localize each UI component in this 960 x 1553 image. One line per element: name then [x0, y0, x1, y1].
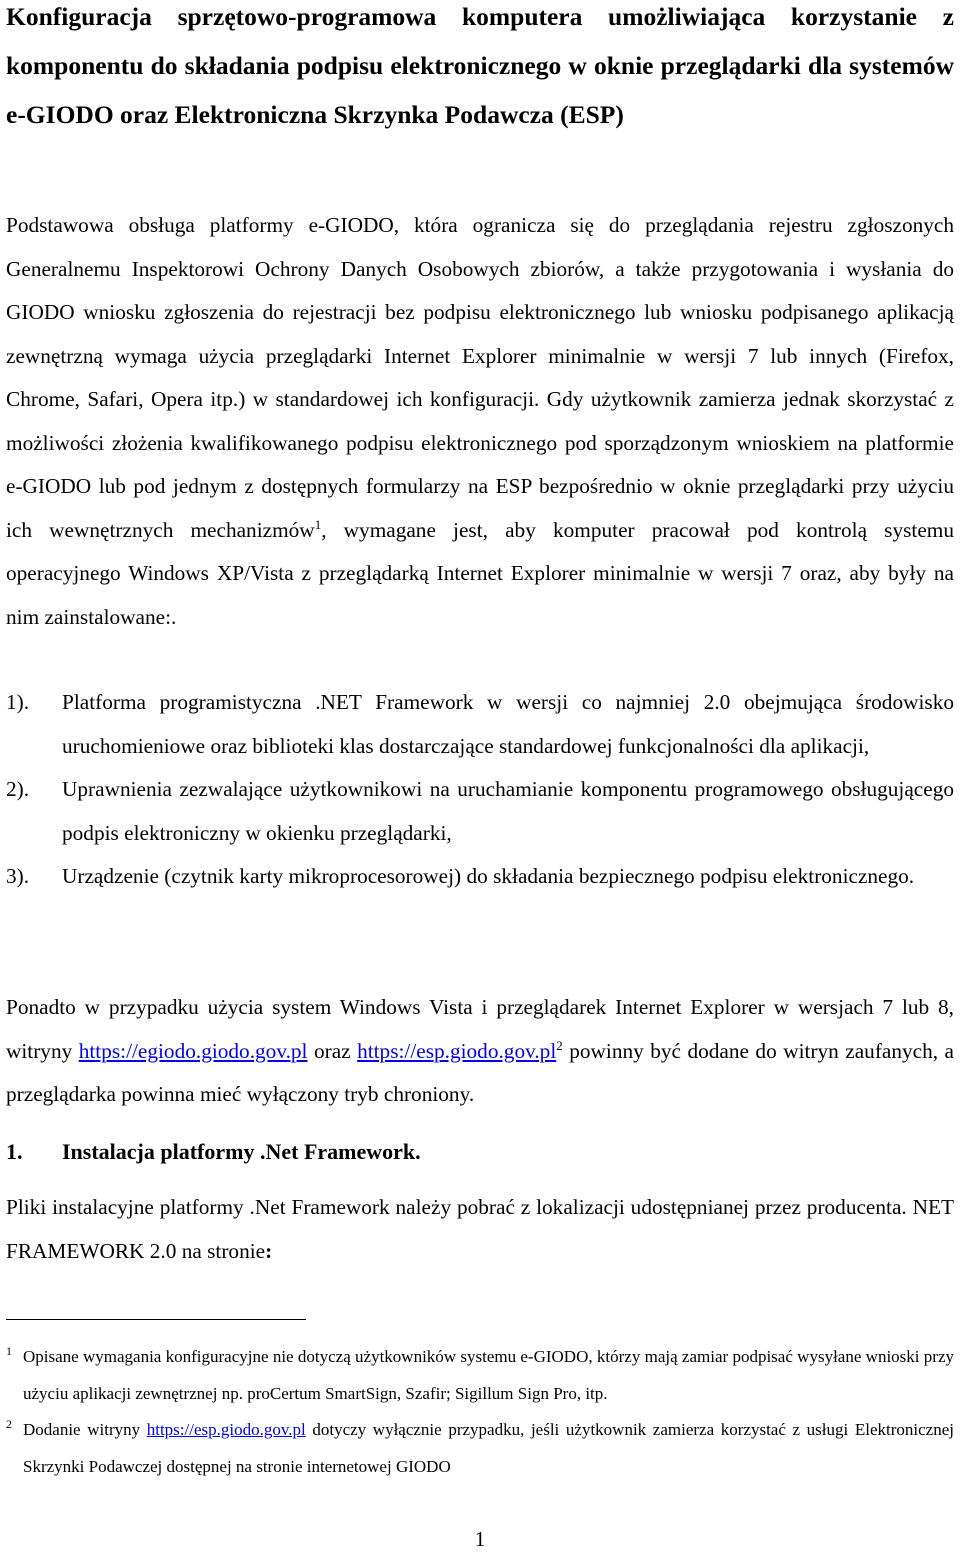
footnote-1 — [6, 1339, 954, 1412]
footnote-esp-link[interactable]: https://esp.giodo.gov.pl — [146, 1420, 306, 1439]
install-colon: : — [265, 1238, 273, 1263]
list-item — [6, 855, 954, 899]
intro-text-part2: , wymagane jest, aby komputer pracował pod kontrolą systemu operacyjnego Windows XP/Vista z przeglądarką Internet Explorer minimalnie w wersji 7 oraz, aby były na nim zainstalowane:. — [6, 517, 954, 629]
trusted-text-part3: powinny być dodane do witryn zaufanych, a przeglądarka powinna mieć wyłączony tryb chroniony. — [6, 1038, 955, 1106]
footnote-text-part2: dotyczy wyłącznie przypadku, jeśli użytkownik zamierza korzystać z usługi Elektronicznej Skrzynki Podawczej dostępnej na stronie internetowej GIODO — [23, 1420, 954, 1476]
requirements-list — [6, 681, 954, 899]
footnote-mark: 2 — [6, 1417, 12, 1431]
intro-text-part1: Podstawowa obsługa platformy e-GIODO, która ogranicza się do przeglądania rejestru zgłoszonych Generalnemu Inspektorowi Ochrony Danych Osobowych zbiorów, a także przygotowania i wysłania do GIODO wniosku zgłoszenia do rejestracji bez podpisu elektronicznego lub wniosku podpisanego aplikacją zewnętrzną wymaga użycia przeglądarki Internet Explorer minimalnie w wersji 7 lub innych (Firefox, Chrome, Safari, Opera itp.) w standardowej ich konfiguracji. Gdy użytkownik zamierza jednak skorzystać z możliwości złożenia kwalifikowanego podpisu elektronicznego pod sporządzonym wnioskiem na platformie e-GIODO lub pod jednym z dostępnych formularzy na ESP bezpośrednio w oknie przeglądarki przy użyciu ich wewnętrznych mechanizmów — [6, 213, 954, 542]
section-number: 1. — [6, 1139, 23, 1164]
esp-link[interactable]: https://esp.giodo.gov.pl — [357, 1038, 557, 1063]
footnote-ref-1[interactable]: 1 — [314, 516, 322, 532]
section-title: Instalacja platformy .Net Framework. — [62, 1139, 421, 1164]
footnote-separator — [6, 1319, 306, 1320]
list-item-number: 3). — [6, 864, 30, 888]
section-heading — [6, 1130, 421, 1173]
install-paragraph — [6, 1186, 954, 1273]
list-item — [6, 768, 954, 855]
footnote-text: Opisane wymagania konfiguracyjne nie dotyczą użytkowników systemu e-GIODO, którzy mają zamiar podpisać wysyłane wnioski przy użyciu aplikacji zewnętrznej np. proCertum SmartSign, Szafir; Sigillum Sign Pro, itp. — [23, 1347, 954, 1403]
footnote-text-part1: Dodanie witryny — [23, 1420, 147, 1439]
footnote-2 — [6, 1412, 954, 1485]
list-item-text: Uprawnienia zezwalające użytkownikowi na uruchamianie komponentu programowego obsługującego podpis elektroniczny w okienku przeglądarki, — [62, 777, 954, 845]
list-item-text: Urządzenie (czytnik karty mikroprocesorowej) do składania bezpiecznego podpisu elektronicznego. — [62, 864, 915, 888]
list-item-number: 2). — [6, 777, 30, 801]
trusted-text-part1: Ponadto w przypadku użycia system Windows Vista i przeglądarek Internet Explorer w wersjach 7 lub 8, witryny — [6, 995, 954, 1063]
list-item-number: 1). — [6, 690, 30, 714]
footnotes — [6, 1339, 954, 1485]
trusted-text-part2: oraz — [307, 1038, 358, 1063]
document-title: Konfiguracja sprzętowo-programowa komputera umożliwiająca korzystanie z komponentu do składania podpisu elektronicznego w oknie przeglądarki dla systemów e-GIODO oraz Elektroniczna Skrzynka Podawcza (ESP) — [6, 2, 954, 129]
footnote-mark: 1 — [6, 1344, 12, 1358]
footnote-text — [23, 1412, 954, 1485]
footnote-ref-2[interactable]: 2 — [556, 1037, 563, 1053]
install-text: Pliki instalacyjne platformy .Net Framework należy pobrać z lokalizacji udostępnianej przez producenta. NET FRAMEWORK 2.0 na stronie — [6, 1195, 954, 1263]
page-number: 1 — [474, 1527, 486, 1551]
list-item-text: Platforma programistyczna .NET Framework w wersji co najmniej 2.0 obejmująca środowisko uruchomieniowe oraz biblioteki klas dostarczające standardowej funkcjonalności dla aplikacji, — [62, 690, 954, 758]
intro-paragraph — [6, 204, 954, 639]
trusted-sites-paragraph — [6, 986, 954, 1117]
egiodo-link[interactable]: https://egiodo.giodo.gov.pl — [78, 1038, 308, 1063]
list-item — [6, 681, 954, 768]
